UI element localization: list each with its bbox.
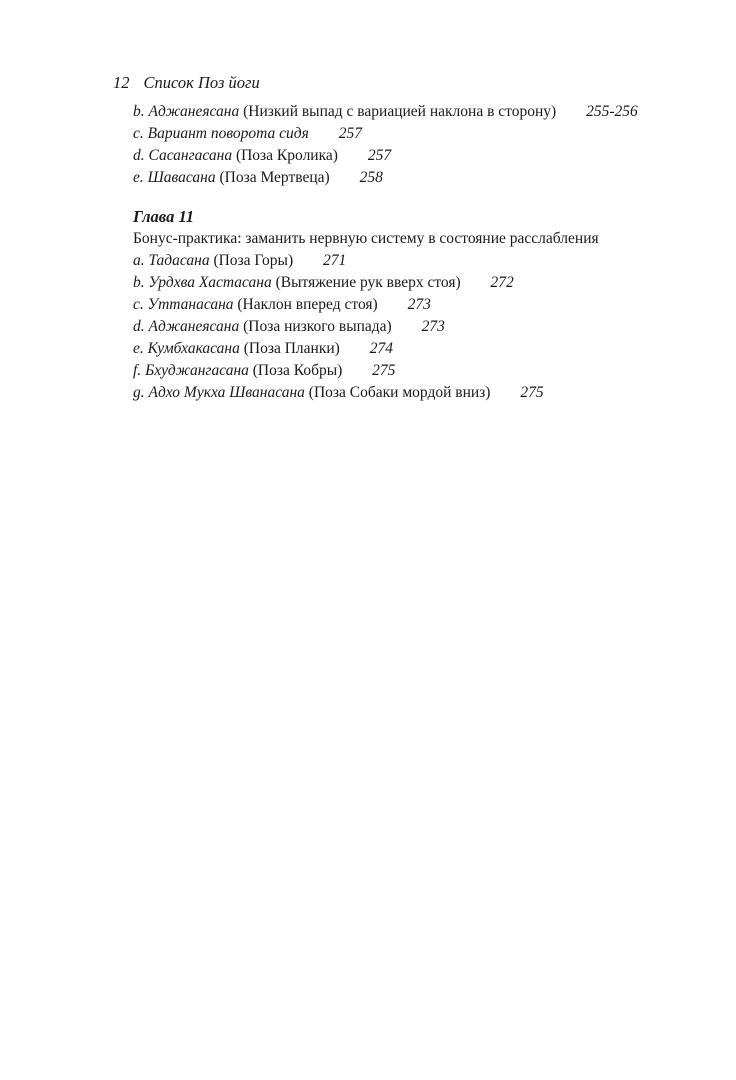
entry-pose-name: Вариант поворота сидя <box>147 125 309 142</box>
toc-entry <box>133 316 599 338</box>
entry-letter: c. <box>133 296 144 313</box>
toc-entry <box>133 250 599 272</box>
running-head <box>113 73 260 93</box>
entry-letter: a. <box>133 252 145 269</box>
entry-letter: b. <box>133 274 145 291</box>
entry-pose-name: Шавасана <box>147 169 216 186</box>
entry-description: (Поза Кобры) <box>252 362 343 379</box>
entry-pose-name: Кумбхакасана <box>147 340 240 357</box>
toc-entry <box>133 123 638 145</box>
chapter-title: Глава 11 <box>133 207 195 226</box>
entry-letter: d. <box>133 318 145 335</box>
entry-letter: b. <box>133 103 145 120</box>
entry-letter: e. <box>133 340 144 357</box>
entry-page: 258 <box>359 169 383 186</box>
entry-pose-name: Аджанеясана <box>148 318 240 335</box>
entry-page: 272 <box>490 274 514 291</box>
entry-letter: f. <box>133 362 142 379</box>
entry-description: (Поза Собаки мордой вниз) <box>308 384 491 401</box>
entry-description: (Поза Мертвеца) <box>219 169 330 186</box>
page-number: 12 <box>113 73 130 92</box>
toc-entry <box>133 382 599 404</box>
entry-page: 257 <box>367 147 392 164</box>
entry-pose-name: Сасангасана <box>148 147 233 164</box>
entry-pose-name: Урдхва Хастасана <box>148 274 272 291</box>
entry-pose-name: Уттанасана <box>147 296 234 313</box>
entry-pose-name: Адхо Мукха Шванасана <box>148 384 305 401</box>
entry-letter: e. <box>133 169 144 186</box>
entry-description: (Низкий выпад с вариацией наклона в сторону) <box>243 103 557 120</box>
entry-letter: g. <box>133 384 145 401</box>
toc-entry <box>133 294 599 316</box>
entry-page: 273 <box>421 318 445 335</box>
entry-letter: c. <box>133 125 144 142</box>
toc-entry <box>133 272 599 294</box>
entry-pose-name: Тадасана <box>148 252 210 269</box>
entry-page: 271 <box>323 252 347 269</box>
toc-entry <box>133 338 599 360</box>
entry-description: (Поза Горы) <box>213 252 294 269</box>
toc-entry <box>133 360 599 382</box>
entry-pose-name: Аджанеясана <box>148 103 240 120</box>
entry-pose-name: Бхуджангасана <box>145 362 249 379</box>
entry-page: 273 <box>407 296 431 313</box>
entry-page: 274 <box>369 340 393 357</box>
chapter-subtitle: Бонус-практика: заманить нервную систему в состояние расслабления <box>133 230 599 247</box>
entry-letter: d. <box>133 147 145 164</box>
entry-page: 275 <box>520 384 544 401</box>
entry-page: 255-256 <box>586 103 638 120</box>
entry-page: 275 <box>372 362 396 379</box>
toc-entry <box>133 145 638 167</box>
entry-description: (Вытяжение рук вверх стоя) <box>275 274 461 291</box>
entry-page: 257 <box>338 125 362 142</box>
toc-entry <box>133 167 638 189</box>
entry-description: (Наклон вперед стоя) <box>237 296 378 313</box>
entry-description: (Поза низкого выпада) <box>243 318 392 335</box>
toc-entry <box>133 101 638 123</box>
running-head-title: Список Поз йоги <box>143 73 260 92</box>
toc-continued-list <box>133 101 638 189</box>
entry-description: (Поза Планки) <box>243 340 340 357</box>
toc-chapter-11 <box>133 206 599 404</box>
entry-description: (Поза Кролика) <box>235 147 338 164</box>
